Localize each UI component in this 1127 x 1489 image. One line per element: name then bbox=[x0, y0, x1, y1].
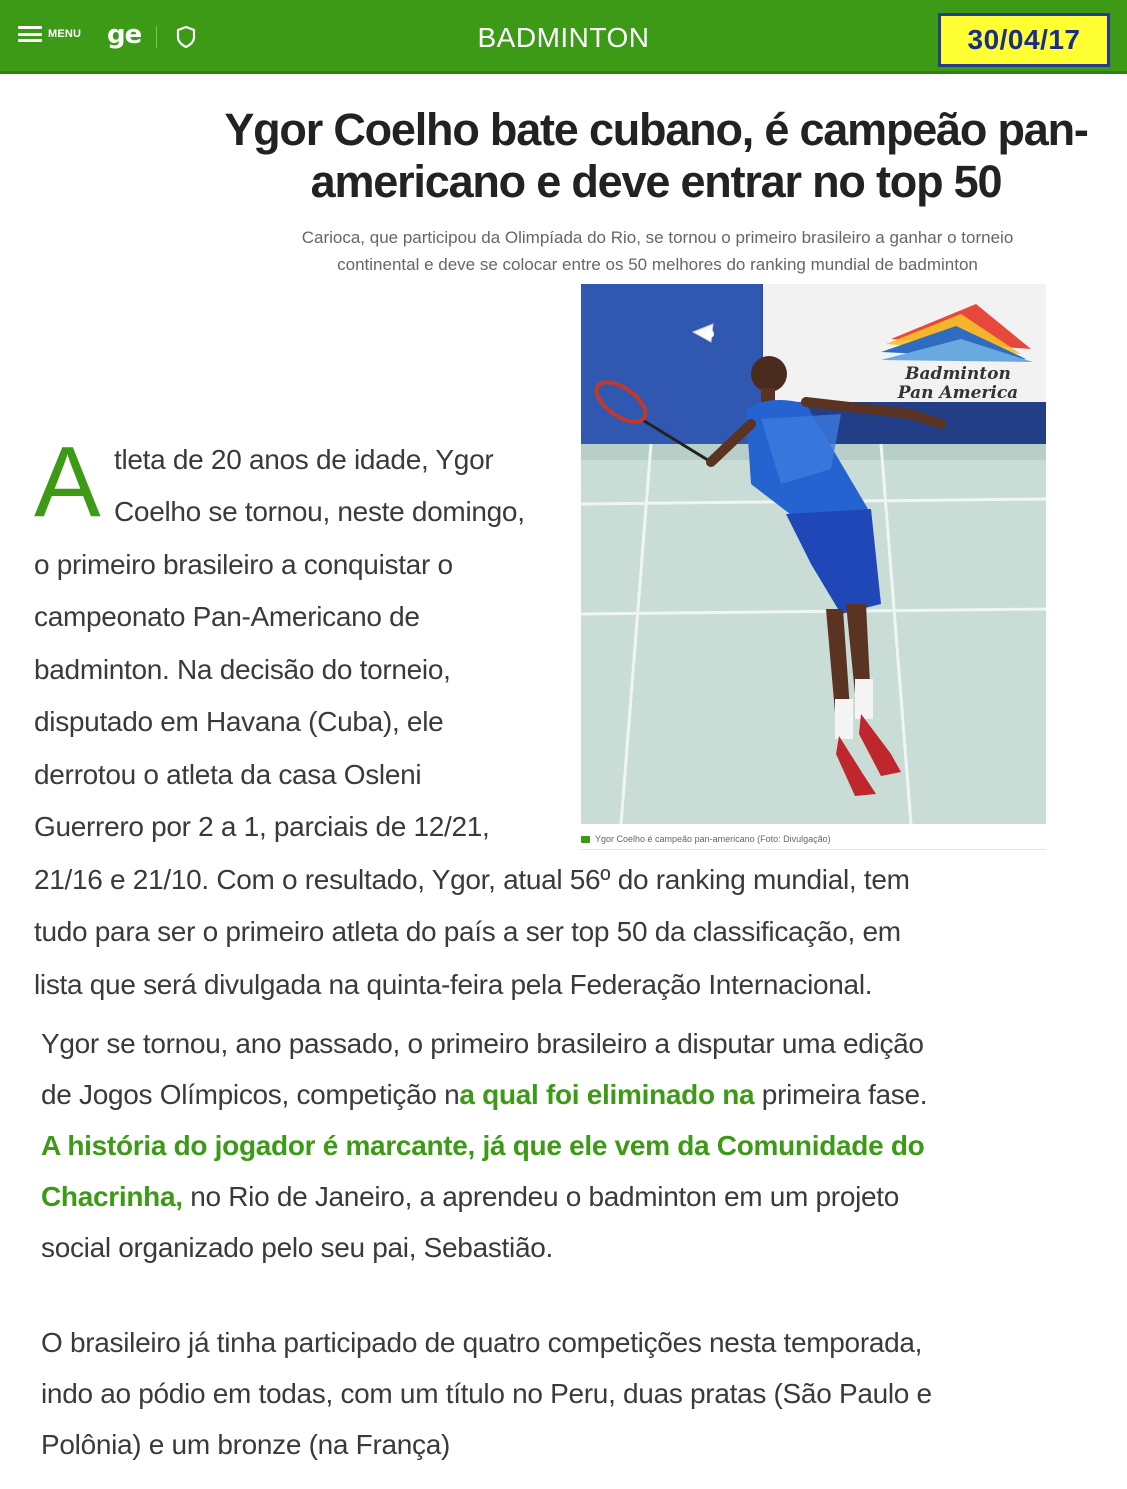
article-headline bbox=[196, 104, 1116, 208]
paragraph-1-line: badminton. Na decisão do torneio, bbox=[34, 654, 451, 685]
highlighted-text: Chacrinha, bbox=[41, 1181, 183, 1212]
text-run: no Rio de Janeiro, a aprendeu o badminton em um projeto bbox=[182, 1181, 900, 1212]
article-photo[interactable] bbox=[581, 284, 1046, 824]
paragraph-1-line: Coelho se tornou, neste domingo, bbox=[114, 496, 525, 527]
camera-icon bbox=[581, 836, 590, 843]
subtitle-line-1: Carioca, que participou da Olimpíada do Rio, se tornou o primeiro brasileiro a ganhar o torneio bbox=[301, 228, 1014, 247]
paragraph-1-line: Guerrero por 2 a 1, parciais de 12/21, bbox=[34, 811, 490, 842]
ge-logo[interactable]: ge bbox=[107, 20, 142, 50]
headline-line-2: americano e deve entrar no top 50 bbox=[310, 156, 1002, 207]
headline-line-1: Ygor Coelho bate cubano, é campeão pan- bbox=[224, 104, 1088, 155]
paragraph-3-line: Polônia) e um bronze (na França) bbox=[41, 1429, 451, 1460]
section-title[interactable]: BADMINTON bbox=[477, 22, 650, 53]
paragraph-1-line: o primeiro brasileiro a conquistar o bbox=[34, 549, 453, 580]
text-run: de Jogos Olímpicos, competição n bbox=[41, 1079, 460, 1110]
article-subtitle bbox=[250, 224, 1065, 278]
photo-caption bbox=[581, 829, 1046, 850]
highlighted-text: A história do jogador é marcante, já que ele vem da Comunidade do bbox=[41, 1130, 925, 1161]
highlighted-text: a qual foi eliminado na bbox=[459, 1079, 755, 1110]
paragraph-3-line: indo ao pódio em todas, com um título no Peru, duas pratas (São Paulo e bbox=[41, 1378, 932, 1409]
top-navigation-bar bbox=[0, 0, 1127, 74]
paragraph-1-line: disputado em Havana (Cuba), ele bbox=[34, 706, 444, 737]
paragraph-3-line: O brasileiro já tinha participado de quatro competições nesta temporada, bbox=[41, 1327, 923, 1358]
athlete-photo-illustration bbox=[581, 284, 1046, 824]
date-stamp: 30/04/17 bbox=[938, 13, 1110, 67]
paragraph-2-line: social organizado pelo seu pai, Sebastião. bbox=[41, 1232, 553, 1263]
paragraph-1-line: derrotou o atleta da casa Osleni bbox=[34, 759, 422, 790]
banner-text-2: Pan America bbox=[897, 383, 1019, 403]
paragraph-2-line bbox=[41, 1181, 899, 1213]
text-run: primeira fase. bbox=[754, 1079, 928, 1110]
paragraph-1-line: tleta de 20 anos de idade, Ygor bbox=[114, 444, 494, 475]
drop-cap: A bbox=[34, 426, 101, 538]
paragraph-1-line: lista que será divulgada na quinta-feira pela Federação Internacional. bbox=[34, 969, 873, 1000]
subtitle-line-2: continental e deve se colocar entre os 50 melhores do ranking mundial de badminton bbox=[337, 255, 978, 274]
menu-label: MENU bbox=[48, 28, 82, 40]
paragraph-1-line: campeonato Pan-Americano de bbox=[34, 601, 420, 632]
paragraph-1-line: tudo para ser o primeiro atleta do país a ser top 50 da classificação, em bbox=[34, 916, 901, 947]
paragraph-2-line bbox=[41, 1079, 927, 1111]
caption-text: Ygor Coelho é campeão pan-americano (Foto: Divulgação) bbox=[595, 834, 831, 844]
paragraph-1-line: 21/16 e 21/10. Com o resultado, Ygor, atual 56º do ranking mundial, tem bbox=[34, 864, 910, 895]
paragraph-2-line: Ygor se tornou, ano passado, o primeiro brasileiro a disputar uma edição bbox=[41, 1028, 924, 1059]
banner-text-1: Badminton bbox=[905, 364, 1011, 384]
